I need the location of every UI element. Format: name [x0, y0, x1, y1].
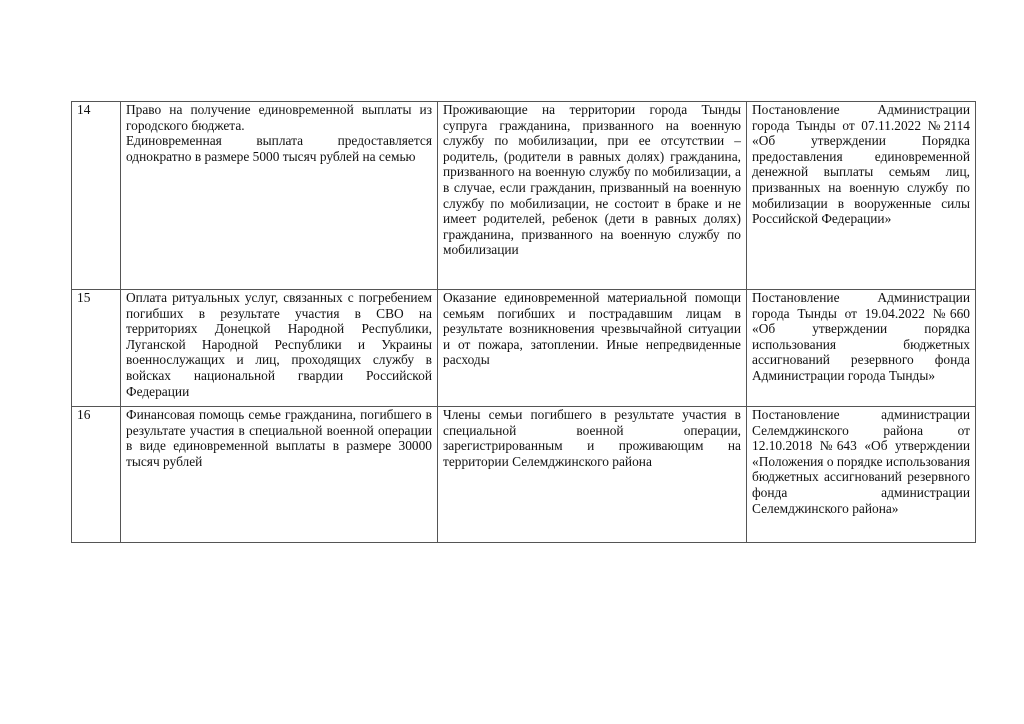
table-row [72, 102, 976, 290]
benefit-description: Единовременная выплата предоставляется однократно в размере 5000 тысяч рублей на семью [126, 133, 432, 164]
row-number-cell: 16 [72, 407, 121, 543]
legal-basis-cell: Постановление Администрации города Тынды от 19.04.2022 №660 «Об утверждении порядка использования бюджетных ассигнований резервного фонда Администрации города Тынды» [747, 290, 976, 407]
table-row [72, 407, 976, 543]
benefits-table [71, 101, 976, 543]
recipients-cell: Проживающие на территории города Тынды супруга гражданина, призванного на военную службу по мобилизации, при ее отсутствии – родитель, (родители в равных долях) гражданина, призванного на военную службу по мобилизации, а в случае, если гражданин, призванный на военную службу по мобилизации, не состоит в браке и не имеет родителей, ребенок (дети в равных долях) гражданина, призванного на военную службу по мобилизации [438, 102, 747, 290]
recipients-cell: Члены семьи погибшего в результате участия в специальной военной операции, зарегистрированным и проживающим на территории Селемджинского района [438, 407, 747, 543]
legal-basis-cell: Постановление администрации Селемджинского района от 12.10.2018 №643 «Об утверждении «Положения о порядке использования бюджетных ассигнований резервного фонда администрации Селемджинского района» [747, 407, 976, 543]
table-row [72, 290, 976, 407]
benefit-title: Право на получение единовременной выплаты из городского бюджета. [126, 102, 432, 133]
benefit-cell [121, 102, 438, 290]
legal-basis-cell: Постановление Администрации города Тынды от 07.11.2022 №2114 «Об утверждении Порядка предоставления единовременной денежной выплаты семьям лиц, призванных на военную службу по мобилизации в вооруженные силы Российской Федерации» [747, 102, 976, 290]
recipients-cell: Оказание единовременной материальной помощи семьям погибших и пострадавшим лицам в результате возникновения чрезвычайной ситуации и от пожара, затоплении. Иные непредвиденные расходы [438, 290, 747, 407]
row-number-cell: 14 [72, 102, 121, 290]
row-number-cell: 15 [72, 290, 121, 407]
benefit-cell: Оплата ритуальных услуг, связанных с погребением погибших в результате участия в СВО на территориях Донецкой Народной Республики, Луганской Народной Республики и Украины военнослужащих и лиц, проходящих службу в войсках национальной гвардии Российской Федерации [121, 290, 438, 407]
benefit-cell: Финансовая помощь семье гражданина, погибшего в результате участия в специальной военной операции в виде единовременной выплаты в размере 30000 тысяч рублей [121, 407, 438, 543]
